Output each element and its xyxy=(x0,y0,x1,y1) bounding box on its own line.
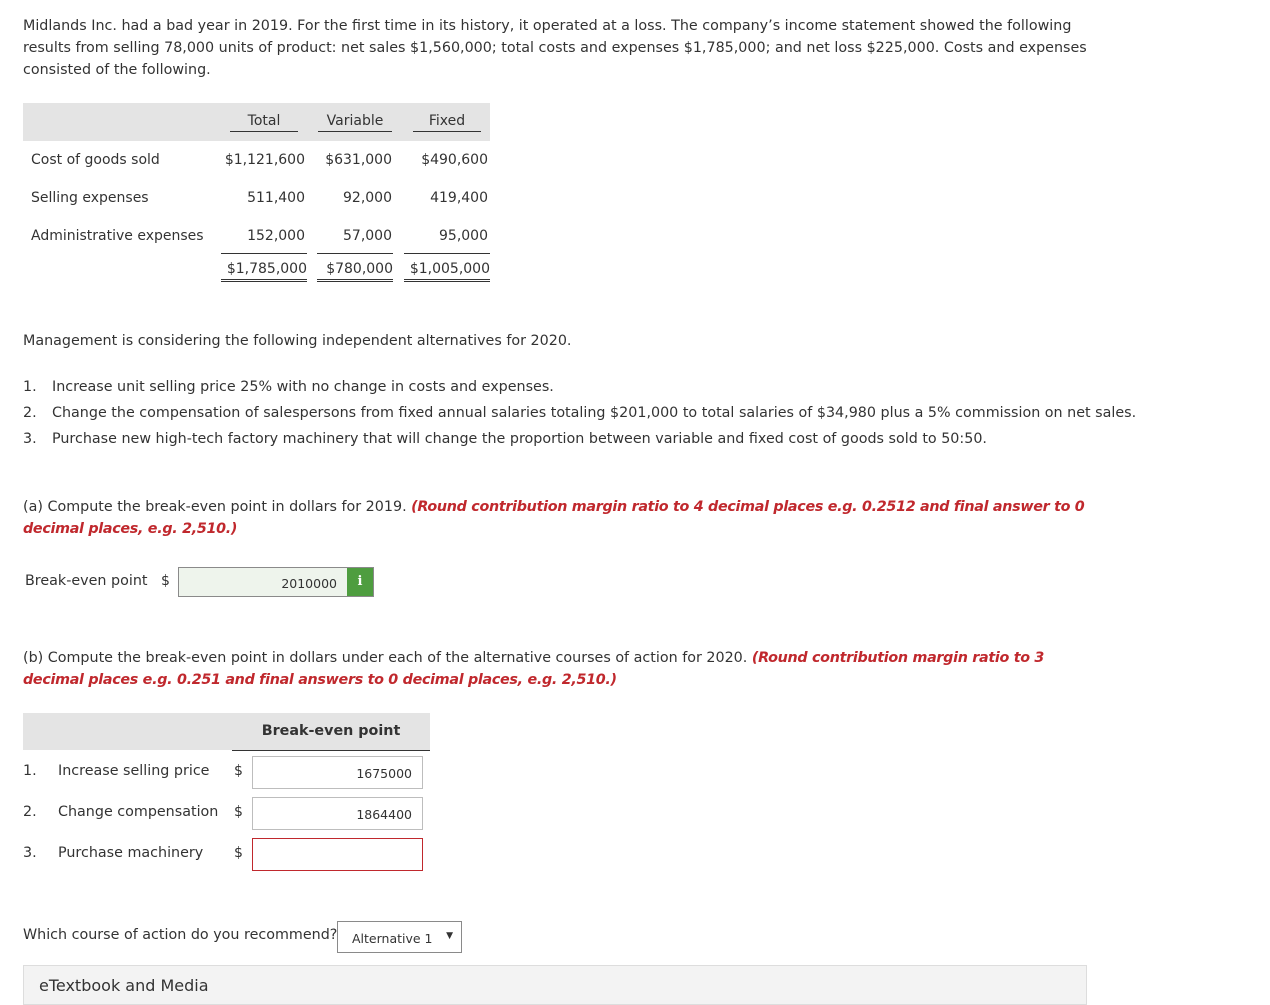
etextbook-label: eTextbook and Media xyxy=(39,976,209,995)
currency-symbol: $ xyxy=(234,804,243,820)
break-even-value: 2010000 xyxy=(281,576,337,591)
row-label-admin: Administrative expenses xyxy=(31,228,204,244)
currency-symbol: $ xyxy=(234,763,243,779)
part-b-question: (b) Compute the break-even point in dollars under each of the alternative courses of action for 2020. (Round contribution margin ratio to 3 decimal places e.g. 0.251 and final answers to 0 decimal places, e.g. 2,510.) xyxy=(23,650,1045,688)
increase-price-input[interactable]: 1675000 xyxy=(252,756,423,789)
selling-total: 511,400 xyxy=(247,190,305,206)
problem-intro: Midlands Inc. had a bad year in 2019. For the first time in its history, it operated at a loss. The company’s income statement showed the following results from selling 78,000 units of product: net sales $1,560,000; total costs and expenses $1,785,000; and net loss $225,000. Costs and expenses consisted of the following. xyxy=(23,18,1087,78)
admin-fixed: 95,000 xyxy=(439,228,488,244)
etextbook-panel[interactable] xyxy=(23,965,1087,1005)
cogs-variable: $631,000 xyxy=(325,152,392,168)
table-row: 2. Change compensation xyxy=(23,804,219,820)
table-row: 3. Purchase machinery xyxy=(23,845,204,861)
management-text: Management is considering the following independent alternatives for 2020. xyxy=(23,333,572,349)
break-even-input[interactable] xyxy=(178,567,374,597)
col-header-fixed: Fixed xyxy=(413,113,481,132)
col-header-total: Total xyxy=(230,113,298,132)
grand-total: $1,785,000 xyxy=(221,261,307,282)
break-even-column-header: Break-even point xyxy=(232,713,430,751)
list-item: 1. Increase unit selling price 25% with no change in costs and expenses. xyxy=(23,379,554,395)
variable-rule xyxy=(317,253,393,254)
currency-symbol: $ xyxy=(234,845,243,861)
part-b-instruction: (Round contribution margin ratio to 3 decimal places e.g. 0.251 and final answers to 0 decimal places, e.g. 2,510.) xyxy=(23,650,1045,688)
alternatives-list xyxy=(23,376,1136,454)
recommend-select[interactable] xyxy=(337,921,462,953)
cogs-total: $1,121,600 xyxy=(224,152,305,168)
total-rule xyxy=(221,253,307,254)
selling-variable: 92,000 xyxy=(343,190,392,206)
admin-variable: 57,000 xyxy=(343,228,392,244)
list-item: 2. Change the compensation of salespersons from fixed annual salaries totaling $201,000 to total salaries of $34,980 plus a 5% commission on net sales. xyxy=(23,405,1137,421)
info-icon[interactable]: i xyxy=(347,568,373,596)
selling-fixed: 419,400 xyxy=(430,190,488,206)
row-label-cogs: Cost of goods sold xyxy=(31,152,160,168)
cogs-fixed: $490,600 xyxy=(421,152,488,168)
list-item: 3. Purchase new high-tech factory machinery that will change the proportion between variable and fixed cost of goods sold to 50:50. xyxy=(23,431,987,447)
col-header-variable: Variable xyxy=(318,113,392,132)
currency-symbol: $ xyxy=(161,573,170,589)
recommend-question: Which course of action do you recommend? xyxy=(23,927,338,943)
variable-total: $780,000 xyxy=(317,261,393,282)
part-a-instruction: (Round contribution margin ratio to 4 decimal places e.g. 0.2512 and final answer to 0 decimal places, e.g. 2,510.) xyxy=(23,499,1085,537)
part-a-question: (a) Compute the break-even point in dollars for 2019. (Round contribution margin ratio to 4 decimal places e.g. 0.2512 and final answer to 0 decimal places, e.g. 2,510.) xyxy=(23,499,1085,537)
chevron-down-icon: ▼ xyxy=(446,931,453,941)
admin-total: 152,000 xyxy=(247,228,305,244)
table-row: 1. Increase selling price xyxy=(23,763,210,779)
change-compensation-input[interactable]: 1864400 xyxy=(252,797,423,830)
purchase-machinery-input[interactable] xyxy=(252,838,423,871)
break-even-label: Break-even point xyxy=(25,573,148,589)
fixed-rule xyxy=(404,253,490,254)
fixed-total: $1,005,000 xyxy=(404,261,490,282)
recommend-selected-value: Alternative 1 xyxy=(352,931,433,946)
row-label-selling: Selling expenses xyxy=(31,190,149,206)
